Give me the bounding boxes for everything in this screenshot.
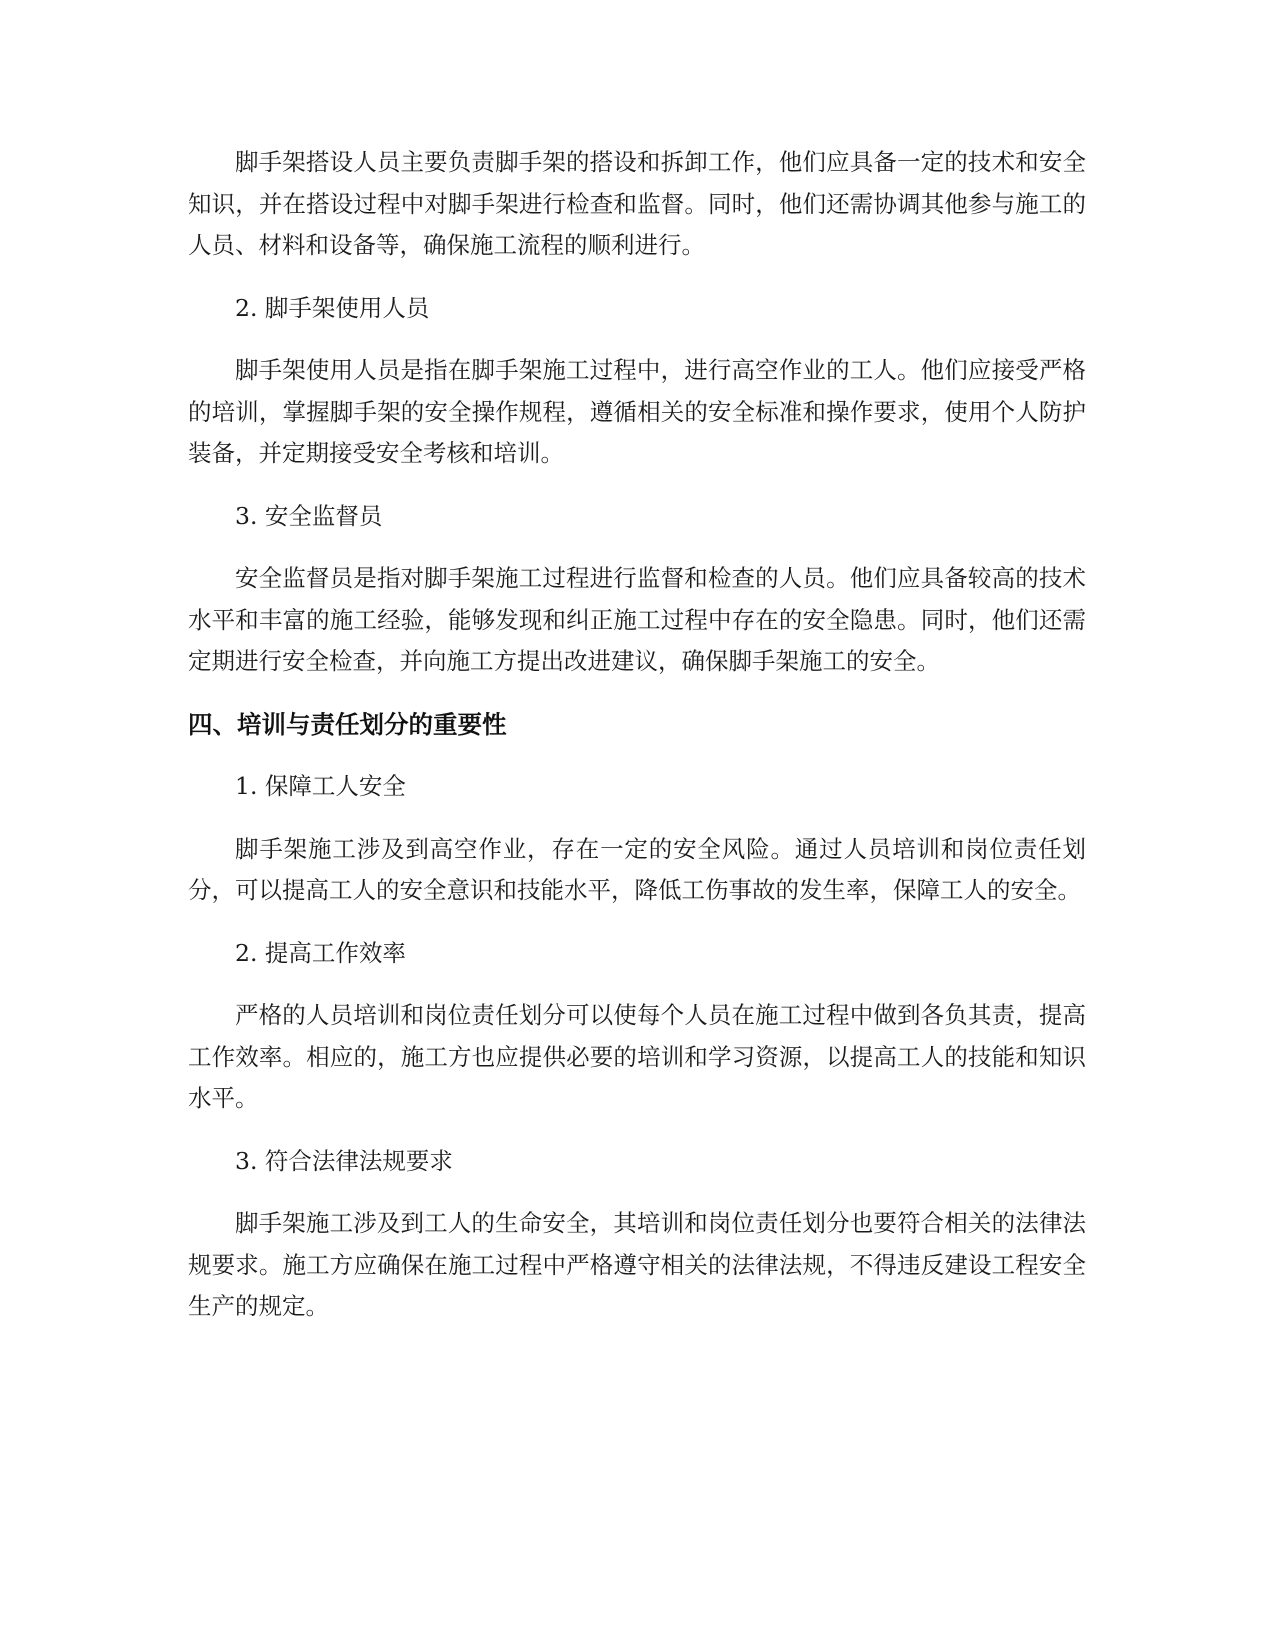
- list-item-work-efficiency: 2. 提高工作效率: [235, 938, 406, 967]
- list-item-scaffold-users: 2. 脚手架使用人员: [235, 293, 430, 322]
- paragraph-legal-compliance: 脚手架施工涉及到工人的生命安全，其培训和岗位责任划分也要符合相关的法律法规要求。施工方应确保在施工过程中严格遵守相关的法律法规，不得违反建设工程安全生产的规定。: [188, 1209, 1086, 1320]
- paragraph-scaffold-erectors: 脚手架搭设人员主要负责脚手架的搭设和拆卸工作，他们应具备一定的技术和安全知识，并在搭设过程中对脚手架进行检查和监督。同时，他们还需协调其他参与施工的人员、材料和设备等，确保施工流程的顺利进行。: [188, 148, 1086, 259]
- paragraph-scaffold-users: 脚手架使用人员是指在脚手架施工过程中，进行高空作业的工人。他们应接受严格的培训，掌握脚手架的安全操作规程，遵循相关的安全标准和操作要求，使用个人防护装备，并定期接受安全考核和培训。: [188, 356, 1086, 467]
- paragraph-work-efficiency: 严格的人员培训和岗位责任划分可以使每个人员在施工过程中做到各负其责，提高工作效率。相应的，施工方也应提供必要的培训和学习资源，以提高工人的技能和知识水平。: [188, 1001, 1086, 1112]
- document-body: [188, 142, 1086, 1349]
- section-heading-importance: 四、培训与责任划分的重要性: [188, 709, 507, 739]
- paragraph-worker-safety: 脚手架施工涉及到高空作业，存在一定的安全风险。通过人员培训和岗位责任划分，可以提高工人的安全意识和技能水平，降低工伤事故的发生率，保障工人的安全。: [188, 834, 1086, 904]
- paragraph-safety-supervisor: 安全监督员是指对脚手架施工过程进行监督和检查的人员。他们应具备较高的技术水平和丰富的施工经验，能够发现和纠正施工过程中存在的安全隐患。同时，他们还需定期进行安全检查，并向施工方提出改进建议，确保脚手架施工的安全。: [188, 564, 1086, 675]
- list-item-legal-compliance: 3. 符合法律法规要求: [235, 1146, 453, 1175]
- list-item-safety-supervisor: 3. 安全监督员: [235, 501, 383, 530]
- list-item-worker-safety: 1. 保障工人安全: [235, 772, 406, 800]
